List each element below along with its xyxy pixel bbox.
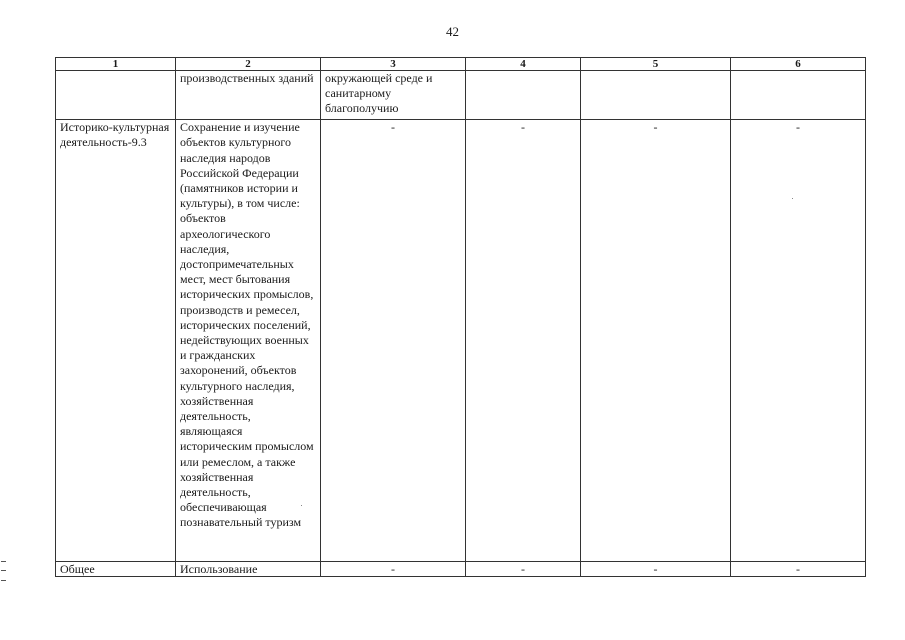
column-header-3: 3 xyxy=(321,58,466,71)
table-cell xyxy=(581,71,731,120)
scan-speck xyxy=(792,198,793,199)
table-cell xyxy=(56,71,176,120)
table-cell: - xyxy=(581,561,731,576)
table-cell: Общее xyxy=(56,561,176,576)
table-cell: Сохранение и изучение объектов культурного наследия народов Российской Федерации (памятников истории и культуры), в том числе: объектов археологического наследия, достопримечательных мест, мест бытования исторических промыслов, производств и ремесел, исторических поселений, недействующих военных и гражданских захоронений, объектов культурного наследия, хозяйственная деятельность, являющаяся историческим промыслом или ремеслом, а также хозяйственная деятельность, обеспечивающая познавательный туризм xyxy=(176,120,321,562)
table-cell: Использование xyxy=(176,561,321,576)
table-cell: - xyxy=(321,561,466,576)
table-cell: - xyxy=(466,120,581,562)
scan-margin-mark xyxy=(1,561,6,581)
table-row xyxy=(56,120,866,562)
table-cell: - xyxy=(731,120,866,562)
table-cell: производственных зданий xyxy=(176,71,321,120)
table-row xyxy=(56,71,866,120)
table-cell xyxy=(466,71,581,120)
table-cell: - xyxy=(466,561,581,576)
table-cell: - xyxy=(731,561,866,576)
table-cell: - xyxy=(321,120,466,562)
table-row xyxy=(56,561,866,576)
column-header-2: 2 xyxy=(176,58,321,71)
land-use-table xyxy=(55,57,866,577)
table-cell: - xyxy=(581,120,731,562)
column-header-1: 1 xyxy=(56,58,176,71)
table-cell xyxy=(731,71,866,120)
page-number: 42 xyxy=(446,24,459,39)
table-cell: окружающей среде и санитарному благополучию xyxy=(321,71,466,120)
column-header-6: 6 xyxy=(731,58,866,71)
column-header-4: 4 xyxy=(466,58,581,71)
table-cell: Историко-культурная деятельность-9.3 xyxy=(56,120,176,562)
column-header-5: 5 xyxy=(581,58,731,71)
table-header-row xyxy=(56,58,866,71)
scan-speck xyxy=(301,505,302,506)
